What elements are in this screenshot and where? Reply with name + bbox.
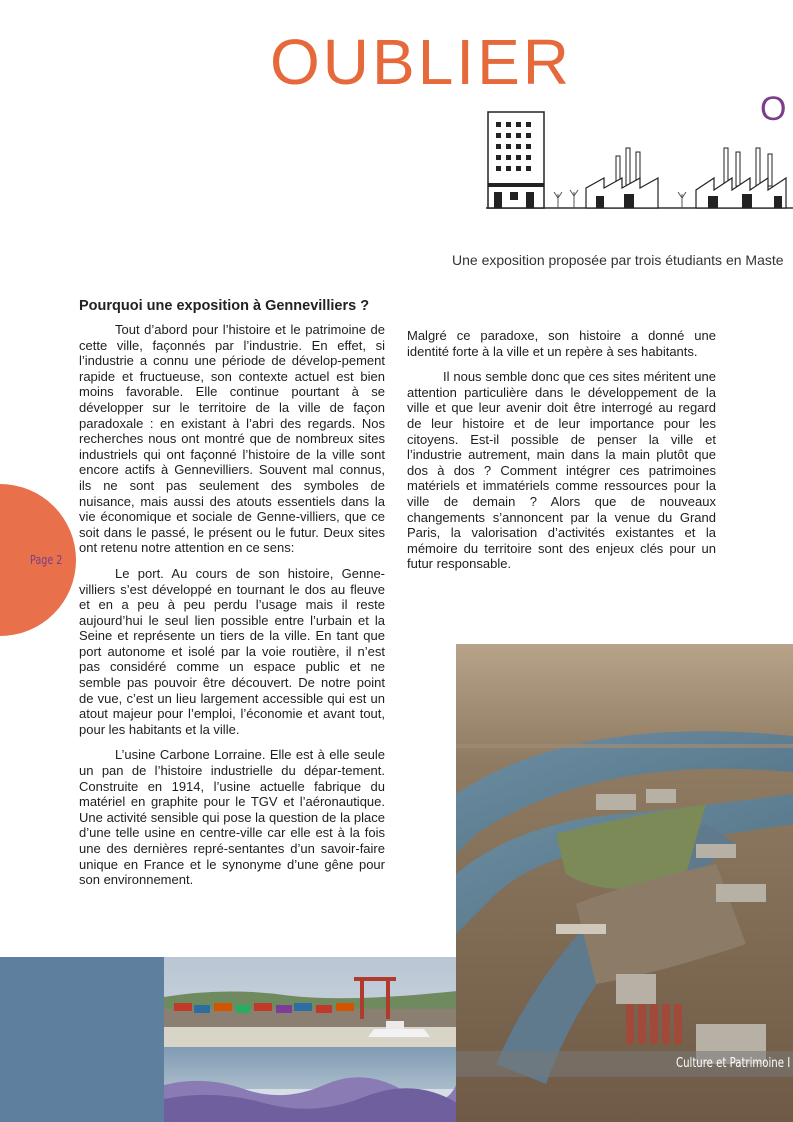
article-paragraph: Malgré ce paradoxe, son histoire a donné une identité forte à la ville et un repère à ses habitants.	[407, 328, 716, 359]
title-secondary-letter: O	[760, 90, 787, 128]
port-photo	[164, 957, 457, 1122]
article-paragraph: Il nous semble donc que ces sites méritent une attention particulière dans le développement de la ville et que leur avenir doit être interrogé au regard de leur histoire et de leur importance pour les citoyens. Est-il possible de penser la ville et l’industrie autrement, main dans la main plutôt que dos à dos ? Comment intégrer ces patrimoines matériels et immatériels comme ressources pour la ville de demain ? Alors que de nouveaux changements s’annoncent par la venue du Grand Paris, la valorisation d’activités existantes et la mémoire du territoire sont des enjeux clés pour un futur responsable.	[407, 369, 716, 572]
industrial-skyline-illustration	[486, 108, 793, 212]
section-heading: Pourquoi une exposition à Gennevilliers ?	[79, 298, 370, 314]
photo-caption: Culture et Patrimoine I	[676, 1056, 791, 1071]
exhibition-subtitle: Une exposition proposée par trois étudiants en Maste	[452, 252, 784, 268]
decorative-blue-panel	[0, 957, 170, 1122]
article-paragraph: Le port. Au cours de son histoire, Genne-villiers s’est développé en tournant le dos au fleuve et en a peu à peu perdu l’usage mais il reste aujourd’hui le seul lien possible entre l’urbain et la Seine et représente un tiers de la ville. En tant que port autonome et isolé par la voie routière, il n’est pas considéré comme un espace public et ne semble pas pouvoir être découvert. De notre point de vue, c’est un lieu largement accessible qui est un atout majeur pour l’emploi, l’économie et avant tout, pour les habitants et la ville.	[79, 565, 385, 737]
article-column-right	[407, 328, 716, 582]
article-paragraph: L’usine Carbone Lorraine. Elle est à elle seule un pan de l’histoire industrielle du dépar-tement. Construite en 1914, l’usine actuelle fabrique du matériel en graphite pour le TGV et l’aéronautique. Une activité sensible qui pose la question de la place d’une telle usine en centre-ville car elle est à la fois une des dernières repré-sentantes d’un savoir-faire unique en France et le synonyme d’une gêne pour son environnement.	[79, 747, 385, 888]
article-paragraph: Tout d’abord pour l’histoire et le patrimoine de cette ville, façonnés par l’industrie. En effet, si l’industrie a connu une période de dévelop-pement rapide et fructueuse, son contexte actuel est bien moins favorable. Elle continue pourtant à se développer sur le territoire de la ville de façon paradoxale : en existant à l’abri des regards. Nos recherches nous ont montré que de nombreux sites industriels qui ont façonné l’histoire de la ville sont encore actifs à Gennevilliers. Souvent mal connus, ils ne sont pas seulement des symboles de nuisance, mais aussi des atouts essentiels dans la vie économique et sociale de Genne-villiers, que ce soit dans le passé, le présent ou le futur. Deux sites ont retenu notre attention en ce sens:	[79, 322, 385, 556]
article-column-left	[79, 322, 385, 898]
page-number-label: Page 2	[30, 553, 63, 567]
page-title: OUBLIER	[270, 26, 572, 98]
